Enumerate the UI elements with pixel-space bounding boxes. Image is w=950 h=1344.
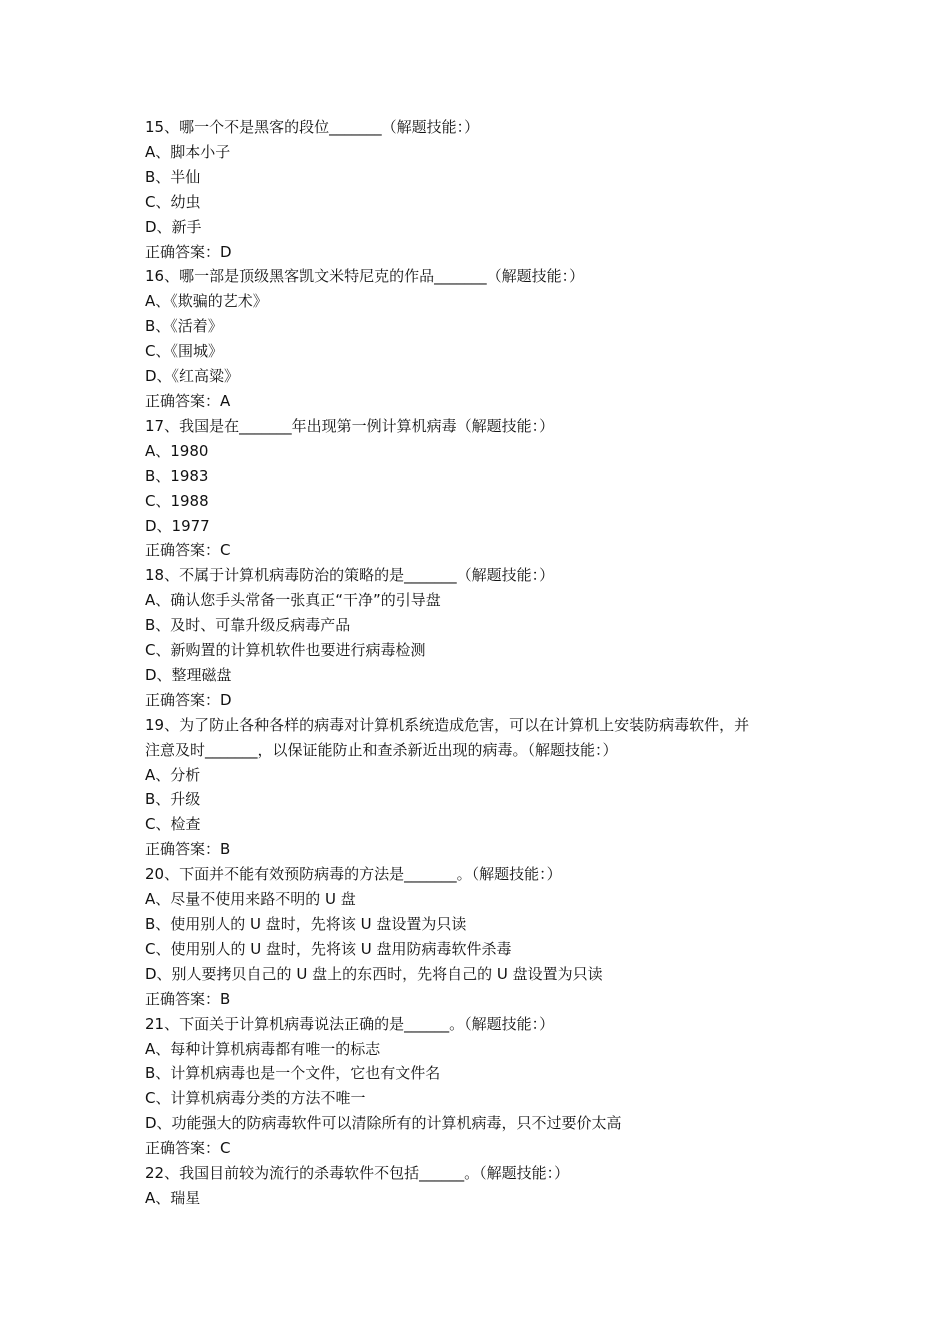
document-line: A、每种计算机病毒都有唯一的标志 [145, 1039, 381, 1058]
document-line: D、新手 [145, 217, 202, 236]
document-line: 18、不属于计算机病毒防治的策略的是_______（解题技能：） [145, 566, 555, 585]
document-line: 21、下面关于计算机病毒说法正确的是______。（解题技能：） [145, 1014, 555, 1033]
document-line: C、计算机病毒分类的方法不唯一 [145, 1089, 366, 1108]
document-line: A、1980 [145, 441, 209, 460]
document-line: B、及时、可靠升级反病毒产品 [145, 616, 351, 635]
document-line: 16、哪一部是顶级黑客凯文米特尼克的作品_______（解题技能：） [145, 267, 585, 286]
document-line: 15、哪一个不是黑客的段位_______（解题技能：） [145, 118, 480, 136]
document-line: C、新购置的计算机软件也要进行病毒检测 [145, 641, 426, 660]
document-line: 正确答案：B [145, 989, 231, 1008]
document-line: B、计算机病毒也是一个文件，它也有文件名 [145, 1064, 441, 1083]
document-line: 正确答案：D [145, 242, 232, 261]
document-line: D、整理磁盘 [145, 665, 232, 684]
document-line: 正确答案：B [145, 840, 231, 859]
document-line: A、分析 [145, 765, 201, 784]
document-line: 正确答案：C [145, 1139, 231, 1158]
document-line: A、《欺骗的艺术》 [145, 292, 268, 311]
document-line: B、使用别人的 U 盘时，先将该 U 盘设置为只读 [145, 915, 467, 933]
document-line: C、1988 [145, 491, 209, 510]
document-line: 正确答案：C [145, 541, 231, 560]
document-line: C、使用别人的 U 盘时，先将该 U 盘用防病毒软件杀毒 [145, 939, 512, 958]
document-line: 20、下面并不能有效预防病毒的方法是_______。（解题技能：） [145, 865, 562, 884]
document-body [145, 115, 825, 1211]
document-line: D、《红高粱》 [145, 367, 240, 386]
document-line: C、检查 [145, 815, 201, 834]
document-line: A、尽量不使用来路不明的 U 盘 [145, 890, 356, 909]
document-line: B、升级 [145, 790, 201, 809]
document-line: C、《围城》 [145, 342, 223, 361]
document-line: 19、为了防止各种各样的病毒对计算机系统造成危害，可以在计算机上安装防病毒软件，并 [145, 715, 750, 734]
document-line: A、脚本小子 [145, 142, 231, 161]
document-line: C、幼虫 [145, 192, 201, 211]
document-line: D、别人要拷贝自己的 U 盘上的东西时，先将自己的 U 盘设置为只读 [145, 964, 603, 983]
document-line: 22、我国目前较为流行的杀毒软件不包括______。（解题技能：） [145, 1164, 570, 1183]
document-line: A、确认您手头常备一张真正“干净”的引导盘 [145, 591, 441, 610]
document-line: A、瑞星 [145, 1188, 201, 1207]
document-line: B、1983 [145, 466, 209, 485]
document-line: D、功能强大的防病毒软件可以清除所有的计算机病毒，只不过要价太高 [145, 1114, 622, 1133]
document-line: D、1977 [145, 516, 210, 535]
document-line: B、《活着》 [145, 317, 223, 336]
document-line: 正确答案：D [145, 690, 232, 709]
document-line: 正确答案：A [145, 391, 231, 410]
document-line: 17、我国是在_______年出现第一例计算机病毒（解题技能：） [145, 416, 555, 435]
document-line: 注意及时_______，以保证能防止和查杀新近出现的病毒。（解题技能：） [145, 740, 618, 759]
document-line: B、半仙 [145, 167, 201, 186]
